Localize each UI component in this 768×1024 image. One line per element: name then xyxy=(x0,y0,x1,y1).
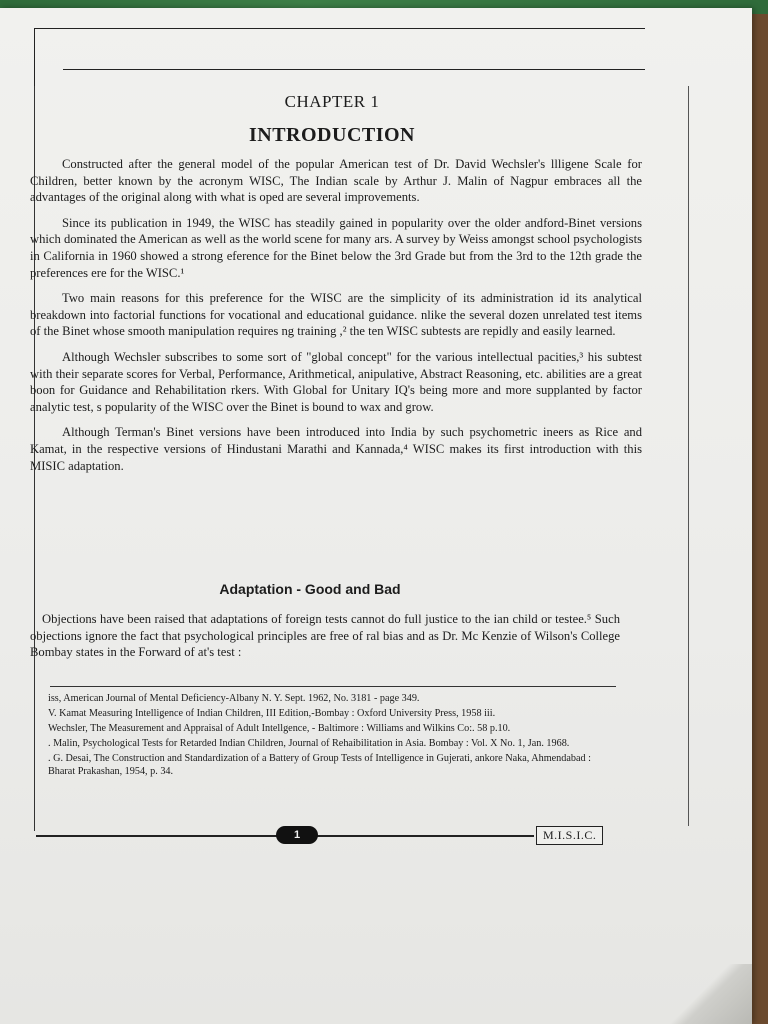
footnote: Wechsler, The Measurement and Appraisal of Adult Intellgence, - Baltimore : Williams and Wilkins Co:. 58 p.10. xyxy=(48,723,511,734)
page-number: 1 xyxy=(276,826,318,844)
paragraph: Two main reasons for this preference for the WISC are the simplicity of its administration id its analytical breakdown into factorial functions for vocational and educational guidance. nlike the several dozen unrelated test items of the Binet whose smooth manipulation requires ng training ,² the ten WISC subtests are repidly and easily learned. xyxy=(30,291,642,339)
chapter-label: CHAPTER 1 xyxy=(284,92,380,111)
footnote: iss, American Journal of Mental Deficiency-Albany N. Y. Sept. 1962, No. 3181 - page 349. xyxy=(48,693,420,704)
paragraph: Constructed after the general model of the popular American test of Dr. David Wechsler's llligene Scale for Children, better known by the acronym WISC, The Indian scale by Arthur J. Malin of Nagpur embraces all the advantages of the original along with what is oped are several improvements. xyxy=(30,157,642,205)
footnote: . G. Desai, The Construction and Standardization of a Battery of Group Tests of Intelligence in Gujerati, ankore Naka, Ahmendabad : Bharat Prakashan, 1954, p. 34. xyxy=(48,753,591,777)
footnotes xyxy=(48,692,618,780)
section-text xyxy=(30,611,620,661)
footnote: V. Kamat Measuring Intelligence of Indian Children, III Edition,-Bombay : Oxford University Press, 1958 iii. xyxy=(48,708,496,719)
paragraph: Since its publication in 1949, the WISC has steadily gained in popularity over the older andford-Binet versions which dominated the American as well as the world scene for many ars. A survey by Weiss amongst school psychologists in California in 1960 showed a strong eference for the Binet below the 3rd Grade but from the 3rd to the 12th grade the preferences ere for the WISC.¹ xyxy=(30,215,642,280)
footnote-divider xyxy=(50,686,616,687)
page-curl xyxy=(662,964,752,1024)
introduction-text xyxy=(30,156,642,483)
paragraph: Objections have been raised that adaptations of foreign tests cannot do full justice to the ian child or testee.⁵ Such objections ignore the fact that psychological principles are free of ral bias and as Dr. Mc Kenzie of Wilson's College Bombay states in the Forward of at's test : xyxy=(30,612,620,660)
paragraph: Although Terman's Binet versions have been introduced into India by such psychometric ineers as Rice and Kamat, in the respective versions of Hindustani Marathi and Kannada,⁴ WISC makes its first introduction with this MISIC adaptation. xyxy=(30,425,642,473)
page-border-top xyxy=(34,28,645,87)
publisher-mark: M.I.S.I.C. xyxy=(536,826,603,845)
chapter-title: INTRODUCTION xyxy=(248,124,416,146)
section-heading: Adaptation - Good and Bad xyxy=(219,581,401,597)
footnote: . Malin, Psychological Tests for Retarded Indian Children, Journal of Rehaibilitation in Asia. Bombay : Vol. X No. 1, Jan. 1968. xyxy=(48,738,570,749)
page-border-right xyxy=(688,86,689,826)
paragraph: Although Wechsler subscribes to some sort of "global concept" for the various intellectual pacities,³ his subtest with their separate scores for Verbal, Performance, Arithmetical, anipulative, Abstract Reasoning, etc. abilities are a great boon for Guidance and Rehabilitation rkers. With Global for Unitary IQ's being more and more supplanted by factor analytic test, s popularity of the WISC over the Binet is bound to wax and grow. xyxy=(30,349,642,414)
book-page xyxy=(0,8,752,1024)
